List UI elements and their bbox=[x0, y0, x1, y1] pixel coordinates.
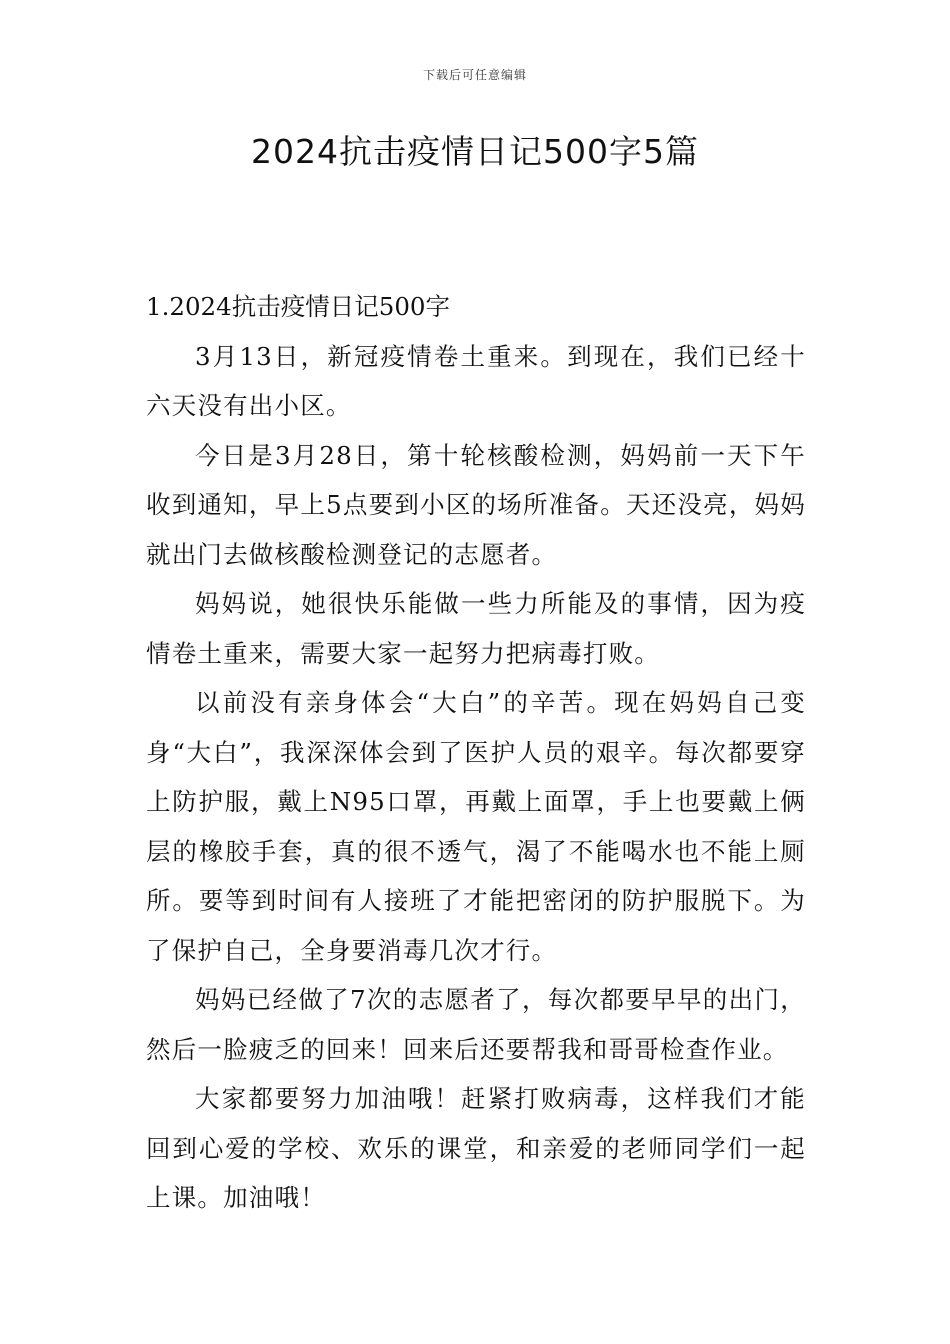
header-note: 下载后可任意编辑 bbox=[422, 68, 527, 82]
paragraph: 妈妈已经做了7次的志愿者了，每次都要早早的出门，然后一脸疲乏的回来！回来后还要帮我和哥哥检查作业。 bbox=[146, 985, 806, 1064]
paragraph: 3月13日，新冠疫情卷土重来。到现在，我们已经十六天没有出小区。 bbox=[146, 341, 806, 420]
document-title: 2024抗击疫情日记500字5篇 bbox=[251, 132, 699, 171]
paragraph: 今日是3月28日，第十轮核酸检测，妈妈前一天下午收到通知，早上5点要到小区的场所准备。天还没亮，妈妈就出门去做核酸检测登记的志愿者。 bbox=[146, 440, 806, 569]
section-heading: 1.2024抗击疫情日记500字 bbox=[146, 292, 450, 321]
paragraph: 以前没有亲身体会“大白”的辛苦。现在妈妈自己变身“大白”，我深深体会到了医护人员的艰辛。每次都要穿上防护服，戴上N95口罩，再戴上面罩，手上也要戴上俩层的橡胶手套，真的很不透气，渴了不能喝水也不能上厕所。要等到时间有人接班了才能把密闭的防护服脱下。为了保护自己，全身要消毒几次才行。 bbox=[146, 688, 806, 965]
paragraph: 妈妈说，她很快乐能做一些力所能及的事情，因为疫情卷土重来，需要大家一起努力把病毒打败。 bbox=[146, 589, 806, 668]
document-body bbox=[146, 282, 806, 1223]
paragraph: 大家都要努力加油哦！赶紧打败病毒，这样我们才能回到心爱的学校、欢乐的课堂，和亲爱的老师同学们一起上课。加油哦！ bbox=[146, 1084, 806, 1212]
